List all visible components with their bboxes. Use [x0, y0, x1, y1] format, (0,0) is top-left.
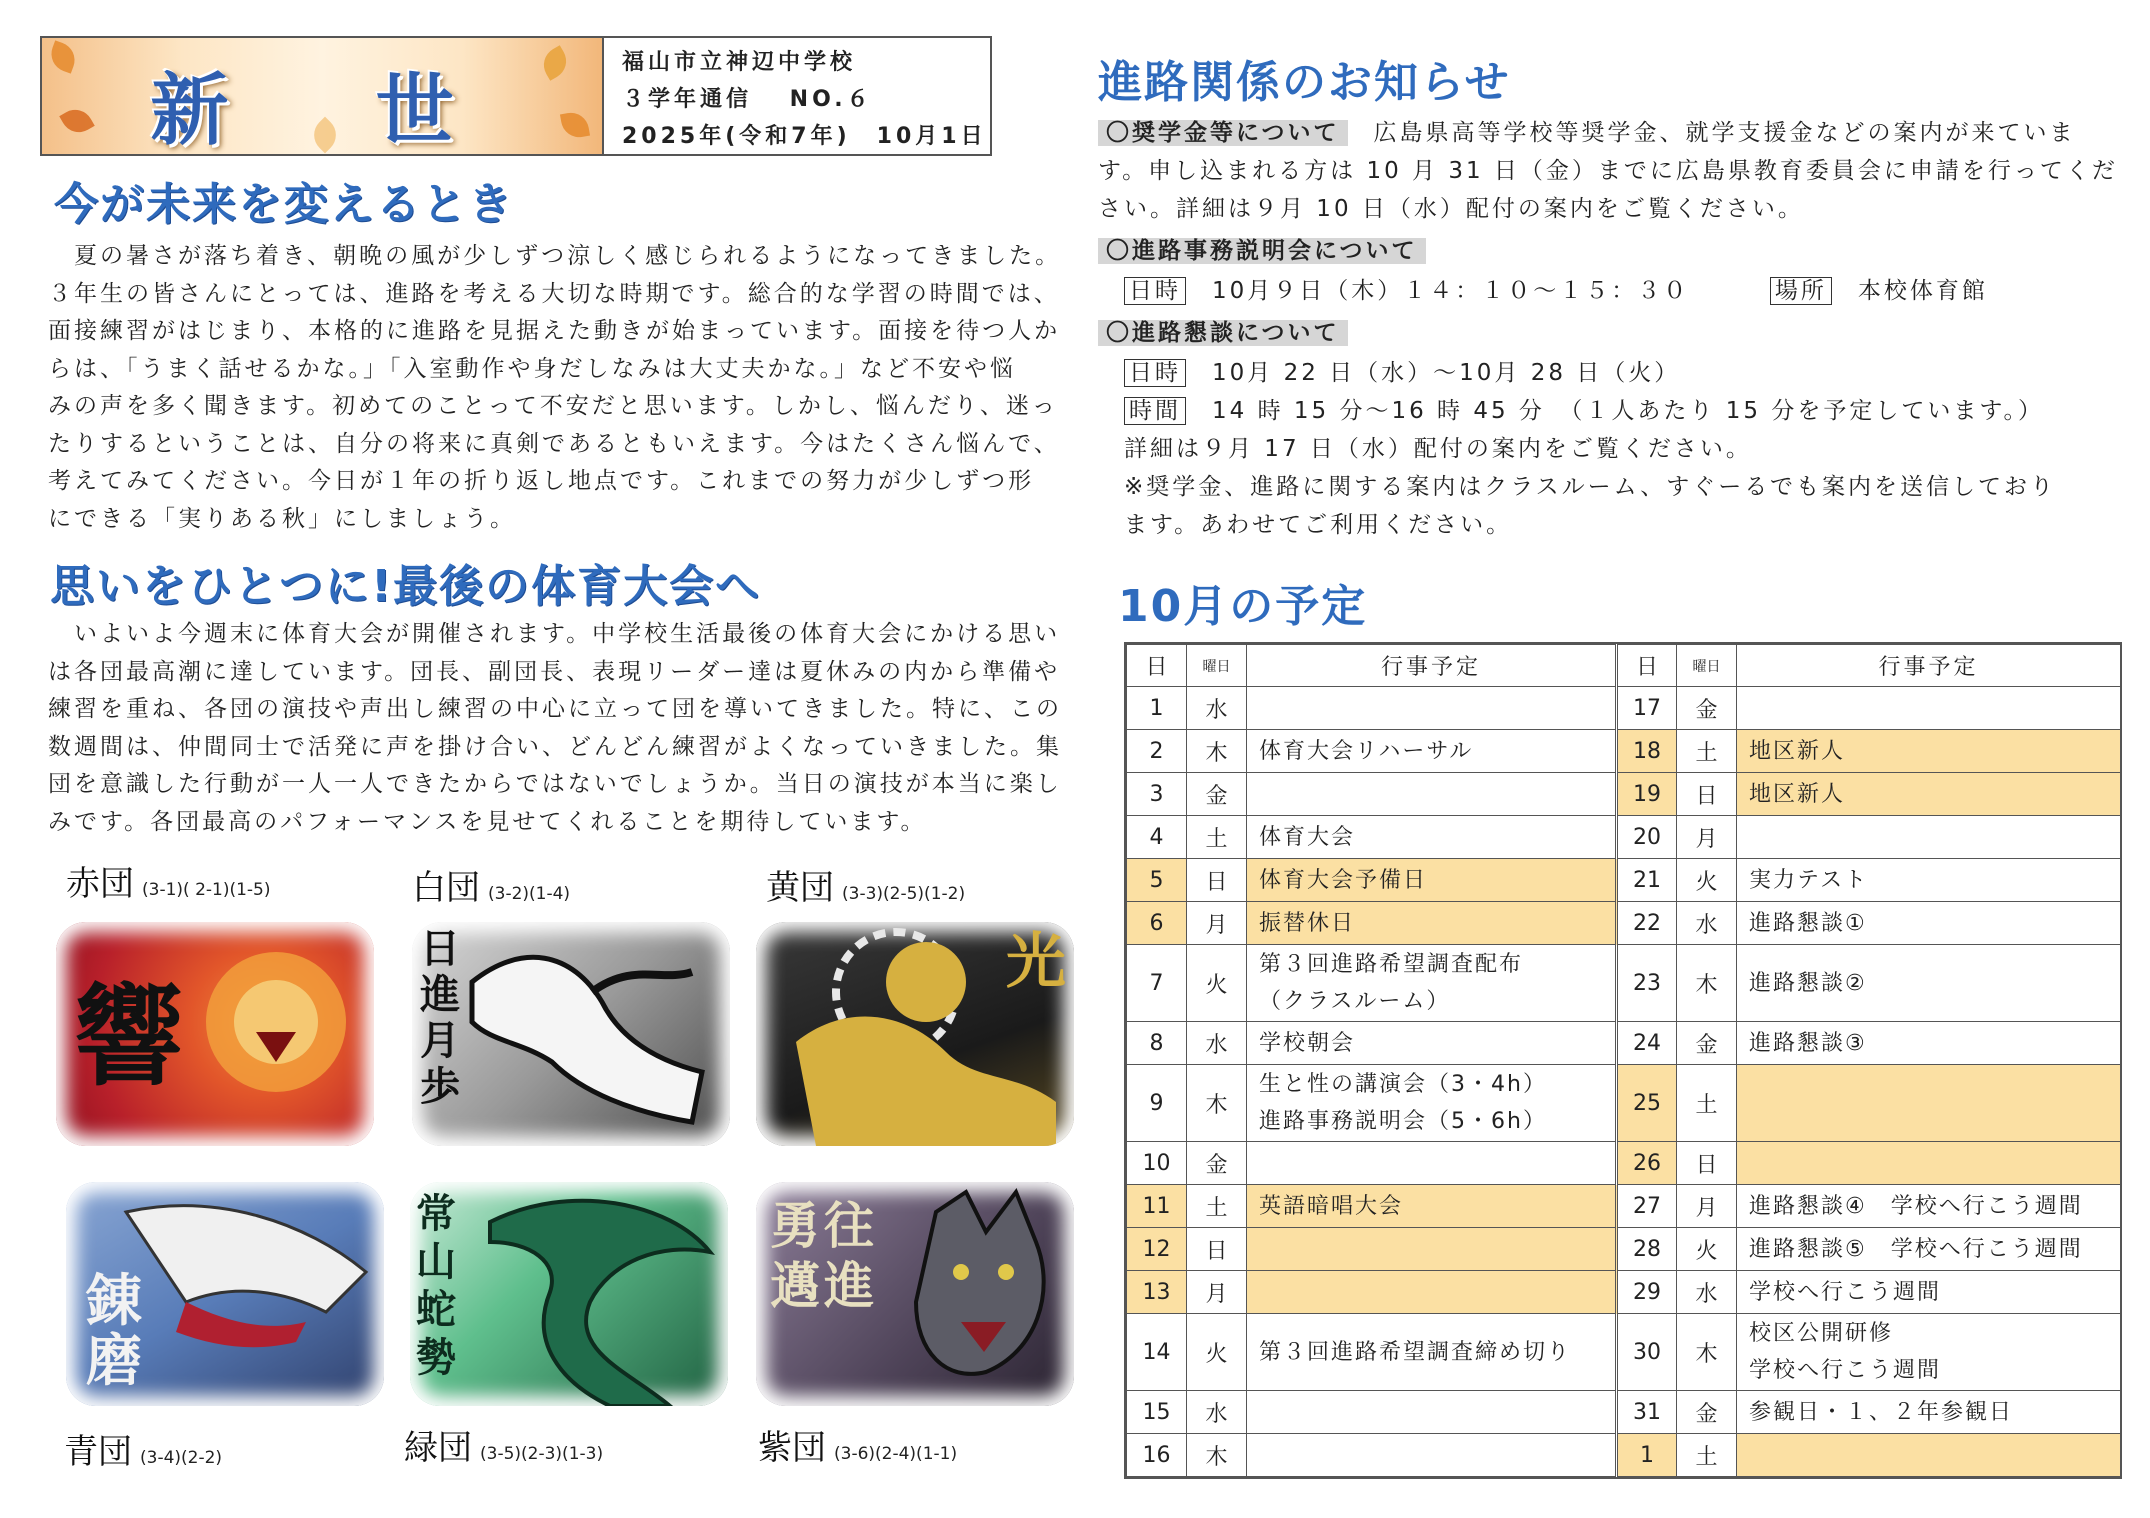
weekday-cell: 土	[1677, 1065, 1737, 1142]
briefing-place: 本校体育館	[1857, 278, 1988, 304]
weekday-cell: 金	[1677, 1022, 1737, 1065]
text-line: にできる「実りある秋」にしましょう。	[48, 505, 516, 532]
weekday-cell: 月	[1677, 816, 1737, 859]
team-classes: (3-6)(2-4)(1-1)	[834, 1444, 958, 1464]
schedule-table	[1124, 642, 2122, 1479]
lion-icon	[56, 922, 374, 1146]
newsletter-number: ３学年通信 NO.６	[622, 87, 873, 112]
career-heading: 進路関係のお知らせ	[1098, 57, 1511, 108]
white-team-banner-image	[412, 922, 730, 1146]
day-cell: 9	[1127, 1065, 1187, 1142]
table-row	[1127, 945, 2121, 1022]
day-cell: 11	[1127, 1185, 1187, 1228]
table-row	[1127, 773, 2121, 816]
team-label-purple	[758, 1420, 957, 1469]
team-classes: (3-4)(2-2)	[140, 1448, 223, 1468]
team-name: 緑団	[404, 1428, 472, 1468]
event-cell	[1737, 902, 2121, 945]
table-row	[1127, 687, 2121, 730]
event-cell	[1247, 1185, 1617, 1228]
weekday-cell: 木	[1187, 730, 1247, 773]
table-row	[1127, 1228, 2121, 1271]
header-event: 行事予定	[1737, 645, 2121, 687]
weekday-cell: 水	[1677, 1271, 1737, 1314]
event-cell	[1247, 1228, 1617, 1271]
event-cell	[1737, 859, 2121, 902]
event-text: 進路懇談①	[1749, 910, 1867, 936]
team-label-red	[66, 856, 271, 905]
event-cell	[1247, 1271, 1617, 1314]
weekday-cell: 月	[1187, 1271, 1247, 1314]
weekday-cell: 月	[1677, 1185, 1737, 1228]
weekday-cell: 水	[1677, 902, 1737, 945]
table-row	[1127, 730, 2121, 773]
table-row	[1127, 859, 2121, 902]
event-cell	[1247, 687, 1617, 730]
day-cell: 10	[1127, 1142, 1187, 1185]
table-row	[1127, 1314, 2121, 1391]
table-row	[1127, 1391, 2121, 1434]
team-name: 黄団	[766, 868, 834, 908]
table-row	[1127, 902, 2121, 945]
weekday-cell: 月	[1187, 902, 1247, 945]
date-tag: 日時	[1124, 277, 1186, 305]
consult-note: ※奨学金、進路に関する案内はクラスルーム、すぐーるでも案内を送信しており	[1124, 474, 2057, 500]
weekday-cell: 日	[1187, 859, 1247, 902]
team-name: 白団	[412, 868, 480, 908]
day-cell: 31	[1617, 1391, 1677, 1434]
issue-date: 2025年(令和7年) 10月1日	[622, 124, 987, 149]
day-cell: 3	[1127, 773, 1187, 816]
weekday-cell: 日	[1677, 773, 1737, 816]
consult-time-line	[1124, 392, 2044, 425]
scholarship-line: さい。詳細は９月 10 日（水）配付の案内をご覧ください。	[1098, 196, 1804, 222]
article1-body	[48, 238, 1078, 538]
briefing-label: 〇進路事務説明会について	[1098, 238, 1426, 264]
briefing-date: 10月９日（木）１４：１０～１５：３０	[1212, 278, 1690, 304]
day-cell: 23	[1617, 945, 1677, 1022]
day-cell: 4	[1127, 816, 1187, 859]
weekday-cell: 火	[1187, 1314, 1247, 1391]
weekday-cell: 金	[1677, 1391, 1737, 1434]
weekday-cell: 土	[1677, 730, 1737, 773]
consult-note: ます。あわせてご利用ください。	[1124, 512, 1513, 538]
schedule-header-row	[1127, 645, 2121, 687]
team-classes: (3-5)(2-3)(1-3)	[480, 1444, 604, 1464]
day-cell: 24	[1617, 1022, 1677, 1065]
banner-lettering: 錬磨	[86, 1269, 142, 1394]
day-cell: 13	[1127, 1271, 1187, 1314]
weekday-cell: 金	[1187, 773, 1247, 816]
table-row	[1127, 1271, 2121, 1314]
text-line: 夏の暑さが落ち着き、朝晩の風が少しずつ涼しく感じられるようになってきました。	[48, 243, 1062, 269]
event-cell	[1737, 1022, 2121, 1065]
day-cell: 17	[1617, 687, 1677, 730]
event-cell	[1737, 687, 2121, 730]
header-weekday: 曜日	[1677, 645, 1737, 687]
weekday-cell: 火	[1677, 1228, 1737, 1271]
schedule-heading: 10月の予定	[1118, 581, 1368, 632]
header-weekday: 曜日	[1187, 645, 1247, 687]
header-day: 日	[1127, 645, 1187, 687]
day-cell: 22	[1617, 902, 1677, 945]
scholarship-text: 広島県高等学校等奨学金、就学支援金などの案内が来ていま	[1373, 120, 2076, 146]
weekday-cell: 日	[1187, 1228, 1247, 1271]
team-name: 赤団	[66, 864, 134, 904]
weekday-cell: 土	[1187, 1185, 1247, 1228]
consult-label: 〇進路懇談について	[1098, 320, 1348, 346]
event-text: 進路懇談③	[1749, 1030, 1867, 1056]
schedule-grid	[1126, 644, 2121, 1477]
day-cell: 1	[1617, 1434, 1677, 1477]
place-tag: 場所	[1770, 277, 1832, 305]
red-team-banner-image	[56, 922, 374, 1146]
day-cell: 29	[1617, 1271, 1677, 1314]
day-cell: 19	[1617, 773, 1677, 816]
team-classes: (3-3)(2-5)(1-2)	[842, 884, 966, 904]
day-cell: 5	[1127, 859, 1187, 902]
newsletter-title: 新 世	[150, 66, 514, 154]
maple-leaf-icon	[46, 40, 79, 73]
header-day: 日	[1617, 645, 1677, 687]
event-cell	[1737, 1314, 2121, 1391]
text-line: みです。各団最高のパフォーマンスを見せてくれることを期待しています。	[48, 808, 927, 835]
weekday-cell: 火	[1677, 859, 1737, 902]
masthead	[40, 36, 992, 156]
team-name: 青団	[64, 1432, 132, 1472]
event-text: 地区新人	[1749, 738, 1846, 764]
text-line: たりするということは、自分の将来に真剣であるともいえます。今はたくさん悩んで、	[48, 430, 1060, 457]
event-cell	[1247, 816, 1617, 859]
day-cell: 2	[1127, 730, 1187, 773]
text-line: らは、「うまく話せるかな。」「入室動作や身だしなみは大丈夫かな。」など不安や悩	[48, 355, 1016, 382]
consult-time: 14 時 15 分～16 時 45 分 （１人あたり 15 分を予定しています。）	[1212, 398, 2044, 424]
banner-lettering: 響	[74, 973, 184, 1101]
event-cell	[1247, 730, 1617, 773]
consult-date: 10月 22 日（水）～10月 28 日（火）	[1212, 360, 1681, 386]
event-cell	[1247, 902, 1617, 945]
event-text: 英語暗唱大会	[1259, 1193, 1404, 1219]
purple-team-banner-image	[756, 1182, 1074, 1406]
text-line: いよいよ今週末に体育大会が開催されます。中学校生活最後の体育大会にかける思い	[48, 621, 1061, 647]
weekday-cell: 日	[1677, 1142, 1737, 1185]
consult-detail: 詳細は９月 17 日（水）配付の案内をご覧ください。	[1124, 436, 1752, 462]
event-text: 生と性の講演会（3・4h）	[1259, 1072, 1547, 1097]
weekday-cell: 水	[1187, 1022, 1247, 1065]
scholarship-line: す。申し込まれる方は 10 月 31 日（金）までに広島県教育委員会に申請を行ってくだ	[1098, 158, 2118, 184]
event-text: 第３回進路希望調査配布	[1259, 952, 1524, 977]
weekday-cell: 火	[1187, 945, 1247, 1022]
article1-heading: 今が未来を変えるとき	[54, 179, 514, 230]
masthead-info	[622, 44, 987, 155]
day-cell: 25	[1617, 1065, 1677, 1142]
event-cell	[1737, 816, 2121, 859]
event-cell	[1737, 1391, 2121, 1434]
banner-lettering: 常山蛇勢	[416, 1191, 456, 1381]
event-text: 参観日・１、２年参観日	[1749, 1399, 2014, 1425]
event-cell	[1737, 945, 2121, 1022]
text-line: ３年生の皆さんにとっては、進路を考える大切な時期です。総合的な学習の時間では、	[48, 280, 1060, 307]
event-cell	[1737, 1185, 2121, 1228]
table-row	[1127, 1434, 2121, 1477]
text-line: 数週間は、仲間同士で活発に声を掛け合い、どんどん練習がよくなっていきました。集	[48, 733, 1062, 760]
school-name: 福山市立神辺中学校	[622, 50, 857, 75]
header-event: 行事予定	[1247, 645, 1617, 687]
event-text: 体育大会	[1259, 824, 1356, 850]
text-line: みの声を多く聞きます。初めてのことって不安だと思います。しかし、悩んだり、迷っ	[48, 393, 1058, 419]
event-cell	[1737, 1271, 2121, 1314]
weekday-cell: 金	[1187, 1142, 1247, 1185]
event-cell	[1247, 1142, 1617, 1185]
event-text: 学校朝会	[1259, 1030, 1356, 1056]
event-cell	[1247, 773, 1617, 816]
table-row	[1127, 1185, 2121, 1228]
event-text: 実力テスト	[1749, 867, 1869, 893]
blue-team-banner-image	[66, 1182, 384, 1406]
scholarship-line	[1098, 114, 2076, 147]
event-cell	[1247, 1434, 1617, 1477]
time-tag: 時間	[1124, 397, 1186, 425]
event-cell	[1737, 1228, 2121, 1271]
day-cell: 28	[1617, 1228, 1677, 1271]
weekday-cell: 木	[1677, 1314, 1737, 1391]
team-label-white	[412, 860, 570, 909]
banner-lettering: 日進月歩	[420, 926, 460, 1110]
masthead-logo	[42, 38, 604, 154]
day-cell: 8	[1127, 1022, 1187, 1065]
event-text: 校区公開研修	[1749, 1321, 1894, 1346]
event-cell	[1247, 945, 1617, 1022]
event-cell	[1737, 773, 2121, 816]
event-text: 進路事務説明会（5・6h）	[1259, 1109, 1547, 1134]
event-cell	[1247, 1065, 1617, 1142]
weekday-cell: 木	[1187, 1434, 1247, 1477]
text-line: 練習を重ね、各団の演技や声出し練習の中心に立って団を導いてきました。特に、この	[48, 696, 1062, 722]
banner-lettering: 勇往邁進	[770, 1197, 878, 1315]
day-cell: 12	[1127, 1228, 1187, 1271]
consult-date-line	[1124, 354, 1680, 387]
weekday-cell: 水	[1187, 687, 1247, 730]
text-line: 考えてみてください。今日が１年の折り返し地点です。これまでの努力が少しずつ形	[48, 468, 1035, 494]
briefing-detail	[1124, 272, 1988, 305]
event-cell	[1737, 1434, 2121, 1477]
day-cell: 30	[1617, 1314, 1677, 1391]
event-text: 地区新人	[1749, 781, 1846, 807]
date-tag: 日時	[1124, 359, 1186, 387]
day-cell: 21	[1617, 859, 1677, 902]
day-cell: 15	[1127, 1391, 1187, 1434]
consult-label-line	[1098, 314, 1348, 347]
day-cell: 7	[1127, 945, 1187, 1022]
event-text: （クラスルーム）	[1259, 989, 1451, 1014]
event-text: 学校へ行こう週間	[1749, 1279, 1942, 1305]
event-text: 体育大会予備日	[1259, 867, 1428, 893]
snake-icon	[410, 1182, 728, 1406]
text-line: は各団最高潮に達しています。団長、副団長、表現リーダー達は夏休みの内から準備や	[48, 658, 1061, 685]
table-row	[1127, 1065, 2121, 1142]
briefing-label-line	[1098, 232, 1426, 265]
day-cell: 26	[1617, 1142, 1677, 1185]
table-row	[1127, 1142, 2121, 1185]
team-label-green	[404, 1420, 603, 1469]
weekday-cell: 金	[1677, 687, 1737, 730]
text-line: 面接練習がはじまり、本格的に進路を見据えた動きが始まっています。面接を待つ人か	[48, 318, 1061, 344]
event-text: 体育大会リハーサル	[1259, 738, 1474, 764]
event-cell	[1247, 1391, 1617, 1434]
weekday-cell: 木	[1677, 945, 1737, 1022]
weekday-cell: 土	[1187, 816, 1247, 859]
event-cell	[1247, 1314, 1617, 1391]
event-text: 進路懇談④ 学校へ行こう週間	[1749, 1193, 2083, 1219]
team-classes: (3-1)( 2-1)(1-5)	[142, 880, 271, 900]
event-text: 学校へ行こう週間	[1749, 1358, 1942, 1383]
scholarship-label: 〇奨学金等について	[1098, 120, 1348, 146]
day-cell: 20	[1617, 816, 1677, 859]
event-text: 進路懇談②	[1749, 970, 1867, 996]
day-cell: 14	[1127, 1314, 1187, 1391]
day-cell: 16	[1127, 1434, 1187, 1477]
article2-body	[48, 616, 1088, 841]
banner-lettering: 光	[1006, 927, 1066, 997]
event-cell	[1247, 859, 1617, 902]
yellow-team-banner-image	[756, 922, 1074, 1146]
event-cell	[1737, 1142, 2121, 1185]
event-text: 進路懇談⑤ 学校へ行こう週間	[1749, 1236, 2083, 1262]
day-cell: 6	[1127, 902, 1187, 945]
team-label-blue	[64, 1424, 222, 1473]
weekday-cell: 水	[1187, 1391, 1247, 1434]
team-name: 紫団	[758, 1428, 826, 1468]
event-text: 第３回進路希望調査締め切り	[1259, 1339, 1572, 1365]
schedule-body	[1127, 687, 2121, 1477]
table-row	[1127, 1022, 2121, 1065]
event-cell	[1737, 730, 2121, 773]
text-line: 団を意識した行動が一人一人できたからではないでしょうか。当日の演技が本当に楽し	[48, 771, 1062, 797]
team-label-yellow	[766, 860, 965, 909]
article2-heading: 思いをひとつに!最後の体育大会へ	[50, 561, 762, 612]
event-cell	[1247, 1022, 1617, 1065]
day-cell: 18	[1617, 730, 1677, 773]
weekday-cell: 木	[1187, 1065, 1247, 1142]
event-cell	[1737, 1065, 2121, 1142]
day-cell: 27	[1617, 1185, 1677, 1228]
green-team-banner-image	[410, 1182, 728, 1406]
day-cell: 1	[1127, 687, 1187, 730]
weekday-cell: 土	[1677, 1434, 1737, 1477]
team-classes: (3-2)(1-4)	[488, 884, 571, 904]
event-text: 振替休日	[1259, 910, 1356, 936]
table-row	[1127, 816, 2121, 859]
